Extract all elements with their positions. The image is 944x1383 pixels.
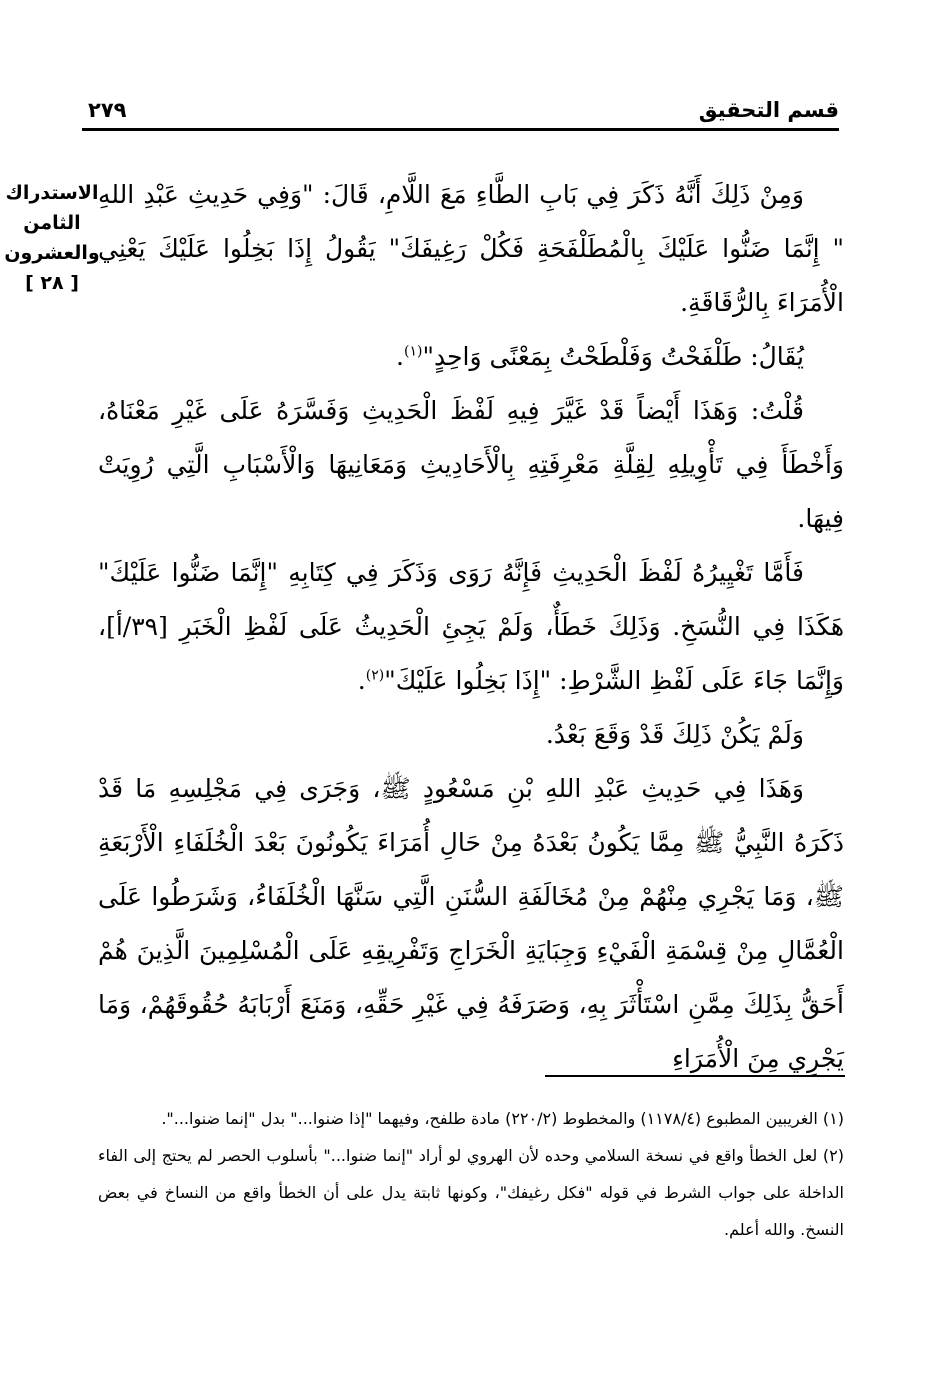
paragraph: وَهَذَا فِي حَدِيثِ عَبْدِ اللهِ بْنِ مَسْعُودٍ ﷺ، وَجَرَى فِي مَجْلِسِهِ مَا قَدْ ذَكَرَهُ النَّبِيُّ ﷺ مِمَّا يَكُونُ بَعْدَهُ مِنْ حَالِ أُمَرَاءَ يَكُونُونَ بَعْدَ الْخُلَفَاءِ الْأَرْبَعَةِ ﷺ، وَمَا يَجْرِي مِنْهُمْ مِنْ مُخَالَفَةِ السُّنَنِ الَّتِي سَنَّهَا الْخُلَفَاءُ، وَشَرَطُوا عَلَى الْعُمَّالِ مِنْ قِسْمَةِ الْفَيْءِ وَجِبَايَةِ الْخَرَاجِ وَتَفْرِيقِهِ عَلَى الْمُسْلِمِينَ الَّذِينَ هُمْ أَحَقُّ بِذَلِكَ مِمَّنِ اسْتَأْثَرَ بِهِ، وَصَرَفَهُ فِي غَيْرِ حَقِّهِ، وَمَنَعَ أَرْبَابَهُ حُقُوقَهُمْ، وَمَا يَجْرِي مِنَ الْأُمَرَاءِ <box>98 774 844 1073</box>
paragraph-end: . <box>396 342 404 371</box>
paragraph: وَلَمْ يَكُنْ ذَلِكَ قَدْ وَقَعَ بَعْدُ. <box>545 720 804 749</box>
margin-note-line: والعشرون <box>4 242 100 264</box>
paragraph <box>98 330 844 384</box>
section-title: قسم التحقيق <box>698 98 839 122</box>
page-header <box>82 96 839 131</box>
page-number: ٢٧٩ <box>88 98 127 122</box>
margin-note-line: [ ٢٨ ] <box>25 272 79 294</box>
paragraph-end: . <box>357 666 366 695</box>
main-text <box>98 168 844 1086</box>
footnotes <box>98 1100 844 1248</box>
footnote-separator <box>545 1075 845 1077</box>
paragraph: قُلْتُ: وَهَذَا أَيْضاً قَدْ غَيَّرَ فِيهِ لَفْظَ الْحَدِيثِ وَفَسَّرَهُ عَلَى غَيْرِ مَعْنَاهُ، وَأَخْطَأَ فِي تَأْوِيلِهِ لِقِلَّةِ مَعْرِفَتِهِ بِالْأَحَادِيثِ وَمَعَانِيهَا وَالْأَسْبَابِ الَّتِي رُوِيَتْ فِيهَا. <box>98 396 844 533</box>
margin-note-line: الاستدراك <box>5 182 99 204</box>
margin-note-line: الثامن <box>23 212 81 234</box>
paragraph-text: يُقَالُ: طَلْفَحْتُ وَفَلْطَحْتُ بِمَعْنًى وَاحِدٍ" <box>422 342 804 371</box>
footnote: (١) الغريبين المطبوع (١١٧٨/٤) والمخطوط (٢٢٠/٢) مادة طلفح، وفيهما "إذا ضنوا..." بدل "إنما ضنوا...". <box>161 1109 844 1128</box>
paragraph <box>98 546 844 708</box>
footnote-ref: (١) <box>403 343 423 360</box>
paragraph-text: فَأَمَّا تَغْيِيرُهُ لَفْظَ الْحَدِيثِ فَإِنَّهُ رَوَى وَذَكَرَ فِي كِتَابِهِ "إِنَّمَا ضَنُّوا عَلَيْكَ" هَكَذَا فِي النُّسَخِ. وَذَلِكَ خَطَأٌ، وَلَمْ يَجِئِ الْحَدِيثُ عَلَى لَفْظِ الْخَبَرِ [٣٩/أ]، وَإِنَّمَا جَاءَ عَلَى لَفْظِ الشَّرْطِ: "إِذَا بَخِلُوا عَلَيْكَ" <box>98 558 844 695</box>
paragraph: وَمِنْ ذَلِكَ أَنَّهُ ذَكَرَ فِي بَابِ الطَّاءِ مَعَ اللَّامِ، قَالَ: "وَفِي حَدِيثِ عَبْدِ اللهِ " إِنَّمَا ضَنُّوا عَلَيْكَ بِالْمُطَلْفَحَةِ فَكُلْ رَغِيفَكَ" يَقُولُ إِذَا بَخِلُوا عَلَيْكَ يَعْنِي الْأُمَرَاءَ بِالرُّقَاقَةِ. <box>98 180 844 317</box>
margin-note <box>2 178 102 298</box>
footnote-ref: (٢) <box>365 667 385 684</box>
footnote: (٢) لعل الخطأ واقع في نسخة السلامي وحده لأن الهروي لو أراد "إنما ضنوا..." بأسلوب الحصر لم يحتج إلى الفاء الداخلة على جواب الشرط في قوله "فكل رغيفك"، وكونها ثابتة يدل على أن الخطأ واقع من النساخ في بعض النسخ. والله أعلم. <box>98 1146 844 1239</box>
